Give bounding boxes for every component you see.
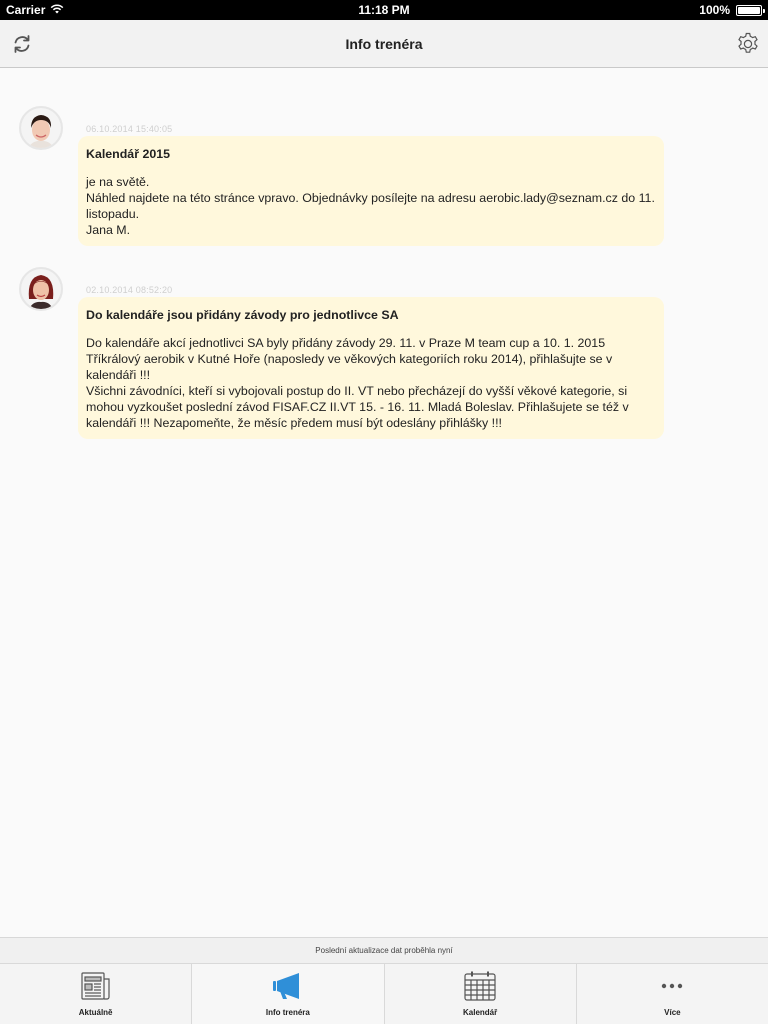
tab-vice[interactable] xyxy=(577,963,768,1024)
message-title: Do kalendáře jsou přidány závody pro jednotlivce SA xyxy=(86,308,399,322)
tab-label: Více xyxy=(664,1008,681,1017)
message-body: je na světě. Náhled najdete na této stránce vpravo. Objednávky posílejte na adresu aerobic.lady@seznam.cz do 11. listopadu. Jana M. xyxy=(86,175,655,237)
status-time: 11:18 PM xyxy=(358,3,410,17)
megaphone-icon xyxy=(271,970,305,1002)
battery-fill xyxy=(738,7,760,14)
avatar xyxy=(19,267,63,311)
message-timestamp: 02.10.2014 08:52:20 xyxy=(86,285,173,295)
tab-aktualne[interactable] xyxy=(0,963,192,1024)
tab-kalendar[interactable] xyxy=(385,963,577,1024)
message-title: Kalendář 2015 xyxy=(86,147,171,161)
more-icon xyxy=(655,970,689,1002)
newspaper-icon xyxy=(79,970,113,1002)
battery-percent: 100% xyxy=(699,3,730,17)
message-bubble xyxy=(78,297,664,439)
message-body: Do kalendáře akcí jednotlivci SA byly přidány závody 29. 11. v Praze M team cup a 10. 1. 2015 Tříkrálový aerobik v Kutné Hoře (naposledy ve věkových kategoriích roku 2014), přihlašujte se v kalendáři !!! Všichni závodníci, kteří si vybojovali postup do II. VT nebo přecházejí do vyšší věkové kategorie, si mohou vyzkoušet poslední závod FISAF.CZ II.VT 15. - 16. 11. Mladá Boleslav. Přihlašujete se též v kalendáři !!! Nezapomeňte, že měsíc předem musí být odeslány přihlášky !!! xyxy=(86,336,629,430)
last-update-bar xyxy=(0,937,768,963)
navigation-bar xyxy=(0,20,768,68)
page-title: Info trenéra xyxy=(345,36,423,52)
message-timestamp: 06.10.2014 15:40:05 xyxy=(86,124,173,134)
tab-label: Aktuálně xyxy=(78,1008,113,1017)
last-update-text: Poslední aktualizace dat proběhla nyní xyxy=(315,946,453,955)
battery-icon xyxy=(736,5,762,16)
calendar-icon xyxy=(463,970,497,1002)
tab-bar xyxy=(0,963,768,1024)
gear-icon xyxy=(735,31,761,57)
avatar xyxy=(19,106,63,150)
message-bubble xyxy=(78,136,664,246)
tab-label: Kalendář xyxy=(463,1008,498,1017)
message-feed[interactable] xyxy=(0,69,768,937)
tab-info-trenera[interactable] xyxy=(192,963,384,1024)
carrier-label: Carrier xyxy=(6,3,46,17)
status-right xyxy=(699,0,762,20)
tab-label: Info trenéra xyxy=(265,1008,310,1017)
settings-button[interactable] xyxy=(734,30,762,58)
status-bar xyxy=(0,0,768,20)
